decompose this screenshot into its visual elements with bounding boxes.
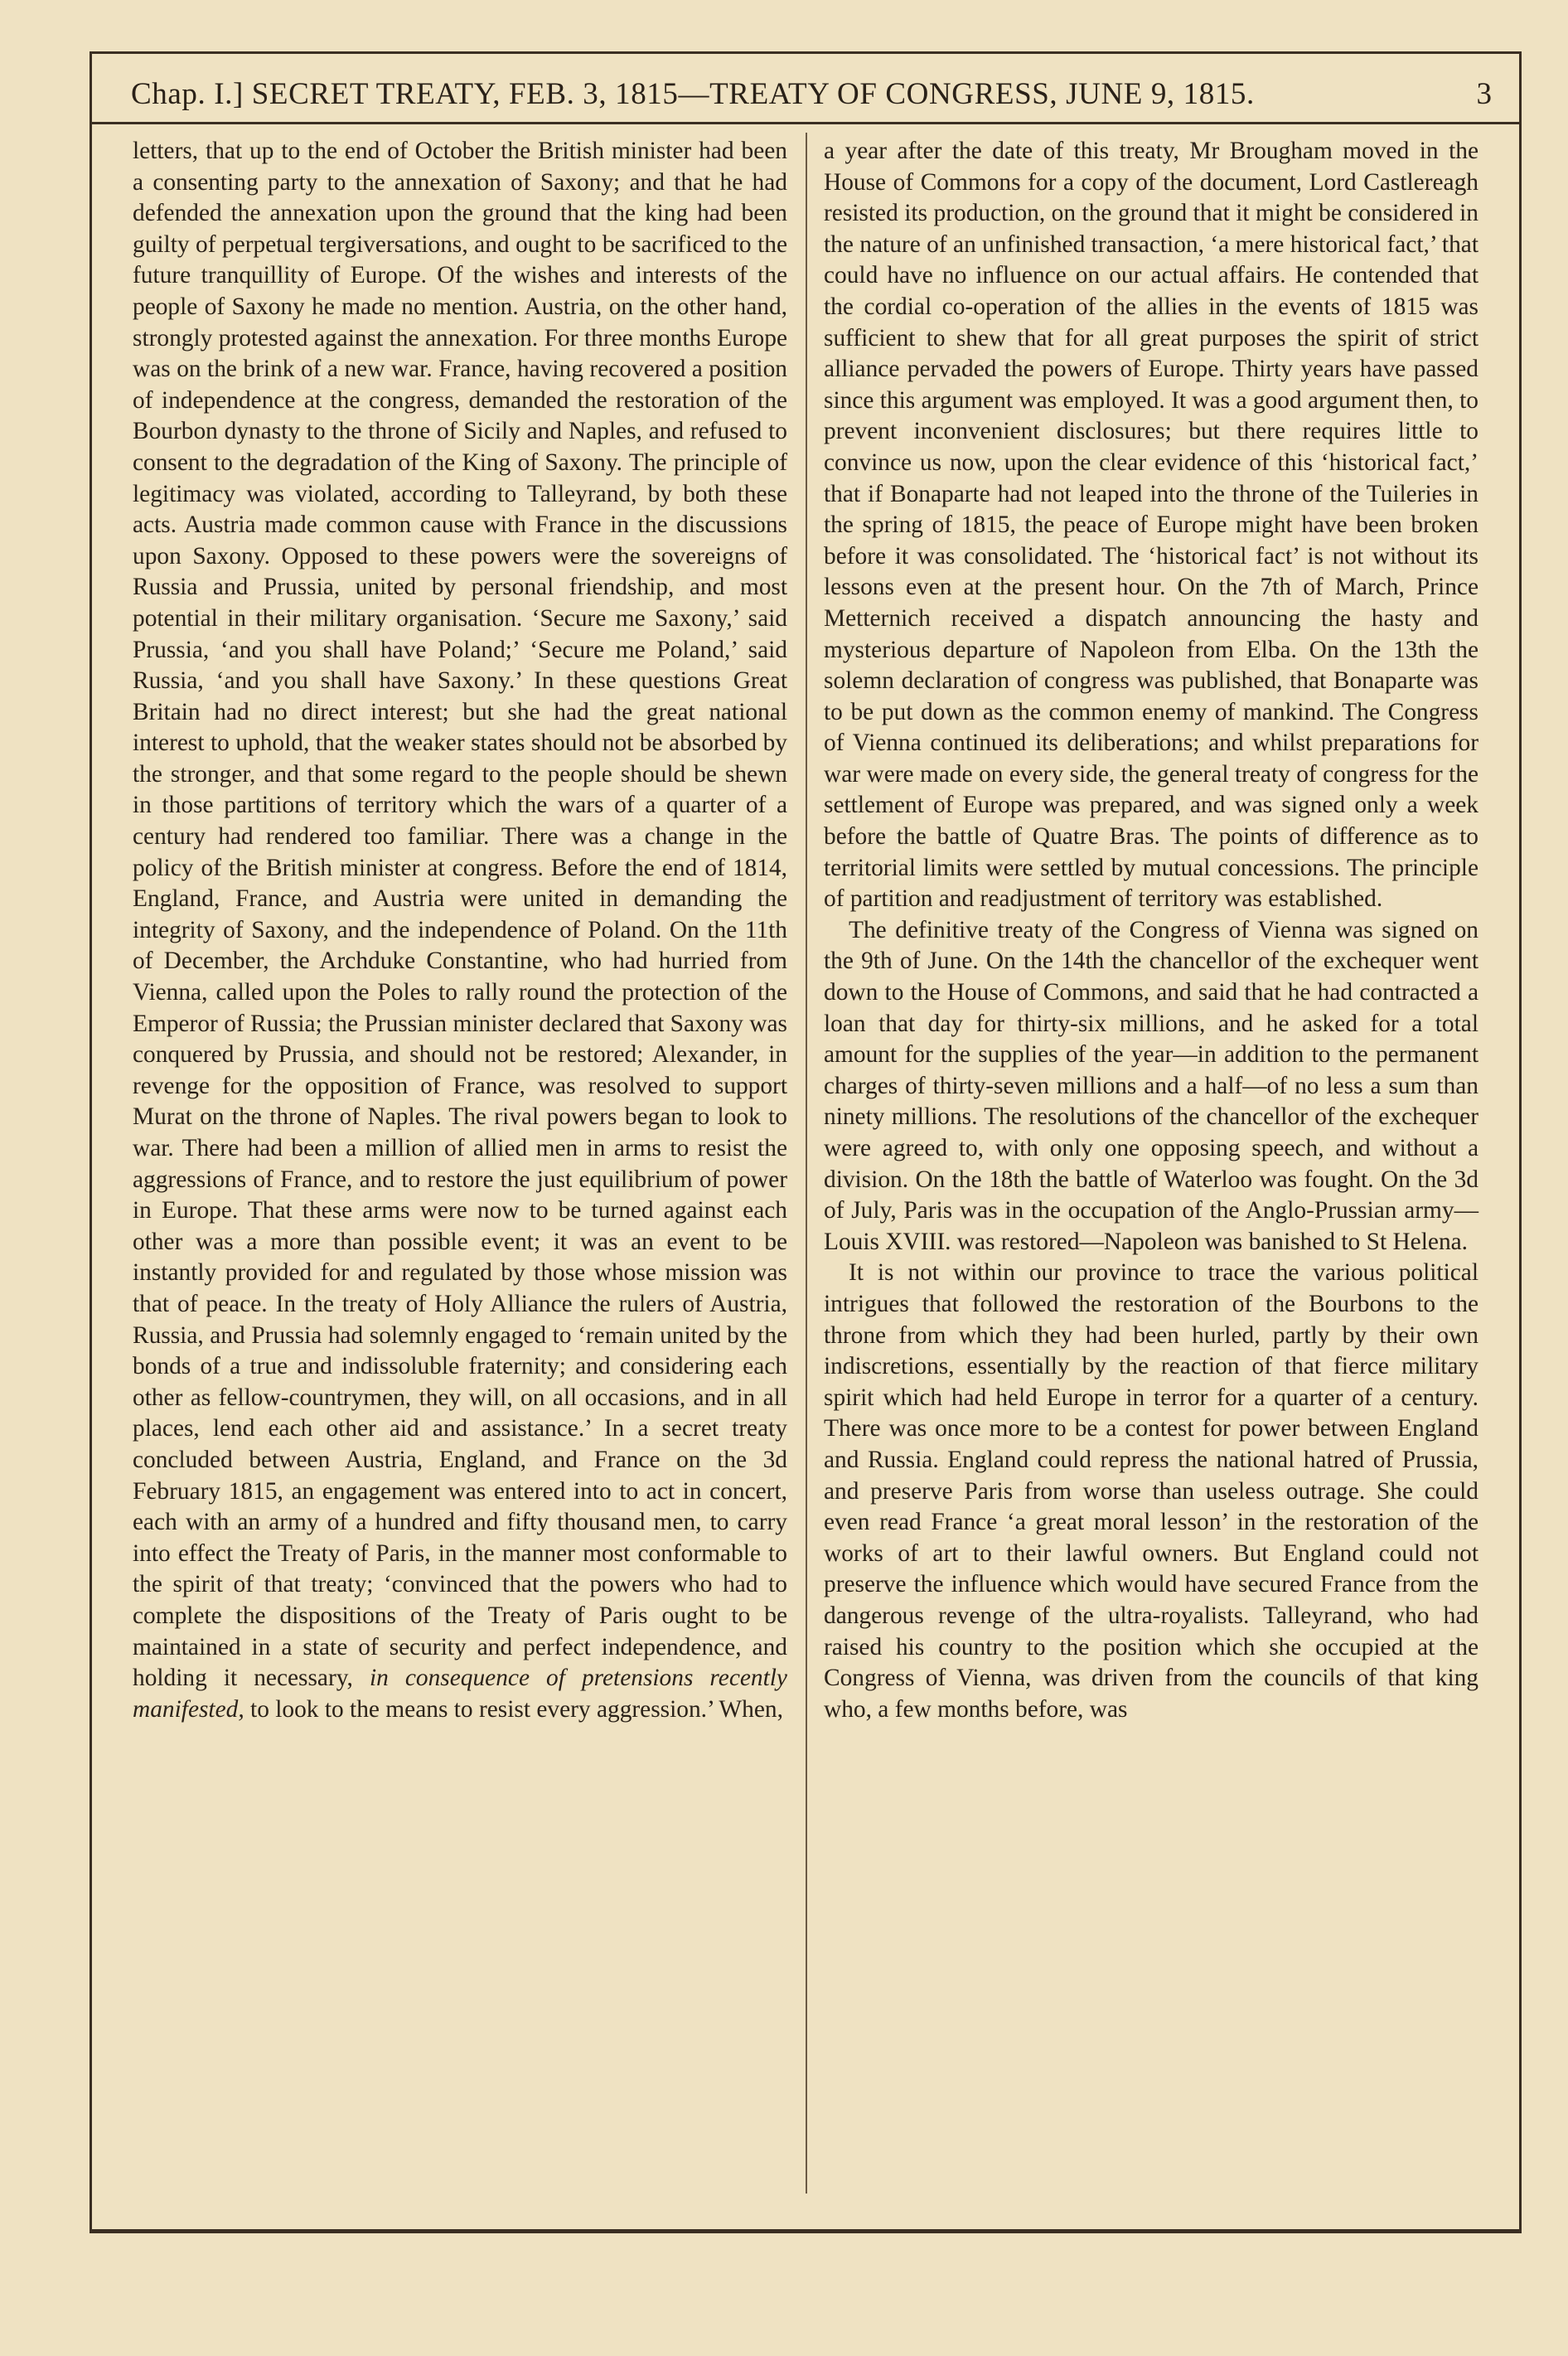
left-text: letters, that up to the end of October the British minister had been a consenting party to the annexation of Saxony; and that he had defended the annexation upon the ground that the king had been guilty of perpetual tergiversations, and ought to be sacrificed to the future tranquillity of Europe. Of the wishes and interests of the people of Saxony he made no mention. Austria, on the other hand, strongly protested against the annexation. For three months Europe was on the brink of a new war. France, having recovered a position of independence at the congress, demanded the restoration of the Bourbon dynasty to the throne of Sicily and Naples, and refused to consent to the degradation of the King of Saxony. The principle of legitimacy was violated, according to Talleyrand, by both these acts. Austria made common cause with France in the discussions upon Saxony. Opposed to these powers were the sovereigns of Russia and Prussia, united by personal friendship, and most potential in their military organisation. ‘Secure me Saxony,’ said Prussia, ‘and you shall have Poland;’ ‘Secure me Poland,’ said Russia, ‘and you shall have Saxony.’ In these questions Great Britain had no direct interest; but she had the great national interest to uphold, that the weaker states should not be absorbed by the stronger, and that some regard to the people should be shewn in those partitions of territory which the wars of a quarter of a century had rendered too familiar. There was a change in the policy of the British minister at congress. Before the end of 1814, England, France, and Austria were united in demanding the integrity of Saxony, and the independence of Poland. On the 11th of December, the Archduke Constantine, who had hurried from Vienna, called upon the Poles to rally round the protection of the Emperor of Russia; the Prussian minister declared that Saxony was conquered by Prussia, and should not be restored; Alexander, in revenge for the opposition of France, was resolved to support Murat on the throne of Naples. The rival powers began to look to war. There had been a million of allied men in arms to resist the aggressions of France, and to restore the just equilibrium of power in Europe. That these arms were now to be turned against each other was a more than possible event; it was an event to be instantly provided for and regulated by those whose mission was that of peace. In the treaty of Holy Alliance the rulers of Austria, Russia, and Prussia had solemnly engaged to ‘remain united by the bonds of a true and indissoluble fraternity; and considering each other as fellow-countrymen, they will, on all occasions, and in all places, lend each other aid and assistance.’ In a secret treaty concluded between Austria, England, and France on the 3d February 1815, an engagement was entered into to act in concert, each with an army of a hundred and fifty thousand men, to carry into effect the Treaty of Paris, in the manner most conformable to the spirit of that treaty; ‘convinced that the powers who had to complete the dispositions of the Treaty of Paris ought to be maintained in a state of security and perfect independence, and holding it necessary, bbox=[133, 138, 787, 1692]
right-paragraph-1: a year after the date of this treaty, Mr Brougham moved in the House of Commons for a copy of the document, Lord Castlereagh resisted its production, on the ground that it might be considered in the nature of an unfinished transaction, ‘a mere historical fact,’ that could have no influence on our actual affairs. He contended that the cordial co-operation of the allies in the events of 1815 was sufficient to shew that for all great purposes the spirit of strict alliance pervaded the powers of Europe. Thirty years have passed since this argument was employed. It was a good argument then, to prevent inconvenient disclosures; but there requires little to convince us now, upon the clear evidence of this ‘historical fact,’ that if Bonaparte had not leaped into the throne of the Tuileries in the spring of 1815, the peace of Europe might have been broken before it was consolidated. The ‘historical fact’ is not without its lessons even at the present hour. On the 7th of March, Prince Metternich received a dispatch announcing the hasty and mysterious departure of Napoleon from Elba. On the 13th the solemn declaration of congress was published, that Bonaparte was to be put down as the common enemy of mankind. The Congress of Vienna continued its deliberations; and whilst preparations for war were made on every side, the general treaty of congress for the settlement of Europe was prepared, and was signed only a week before the battle of Quatre Bras. The points of difference as to territorial limits were settled by mutual concessions. The principle of partition and readjustment of territory was established. bbox=[824, 138, 1478, 913]
left-paragraph bbox=[133, 136, 787, 1725]
right-paragraph-3: It is not within our province to trace the various political intrigues that followed the restoration of the Bourbons to the throne from which they had been hurled, partly by their own indiscretions, essentially by the reaction of that fierce military spirit which had held Europe in terror for a quarter of a century. There was once more to be a contest for power between England and Russia. England could repress the national hatred of Prussia, and preserve Paris from worse than useless outrage. She could even read France ‘a great moral lesson’ in the restoration of the works of art to their lawful owners. But England could not preserve the influence which would have secured France from the dangerous revenge of the ultra-royalists. Talleyrand, who had raised his country to the position which she occupied at the Congress of Vienna, was driven from the councils of that king who, a few months before, was bbox=[824, 1259, 1478, 1723]
running-header bbox=[90, 51, 1522, 124]
left-text-end: to look to the means to resist every aggression.’ When, bbox=[244, 1695, 783, 1723]
page-number: 3 bbox=[1476, 77, 1492, 111]
bottom-rule bbox=[90, 2232, 1522, 2233]
left-column bbox=[133, 136, 787, 1725]
italic-phrase: in consequence of pretensions recently manifested, bbox=[133, 1665, 787, 1723]
header-title: Chap. I.] SECRET TREATY, FEB. 3, 1815—TREATY OF CONGRESS, JUNE 9, 1815. bbox=[131, 77, 1255, 111]
right-column bbox=[824, 136, 1478, 1725]
right-paragraph-2: The definitive treaty of the Congress of Vienna was signed on the 9th of June. On the 14th the chancellor of the exchequer went down to the House of Commons, and said that he had contracted a loan that day for thirty-six millions, and he asked for a total amount for the supplies of the year—in addition to the permanent charges of thirty-seven millions and a half—of no less a sum than ninety millions. The resolutions of the chancellor of the exchequer were agreed to, with only one opposing speech, and without a division. On the 18th the battle of Waterloo was fought. On the 3d of July, Paris was in the occupation of the Anglo-Prussian army—Louis XVIII. was restored—Napoleon was banished to St Helena. bbox=[824, 916, 1478, 1255]
column-divider bbox=[806, 133, 807, 2194]
